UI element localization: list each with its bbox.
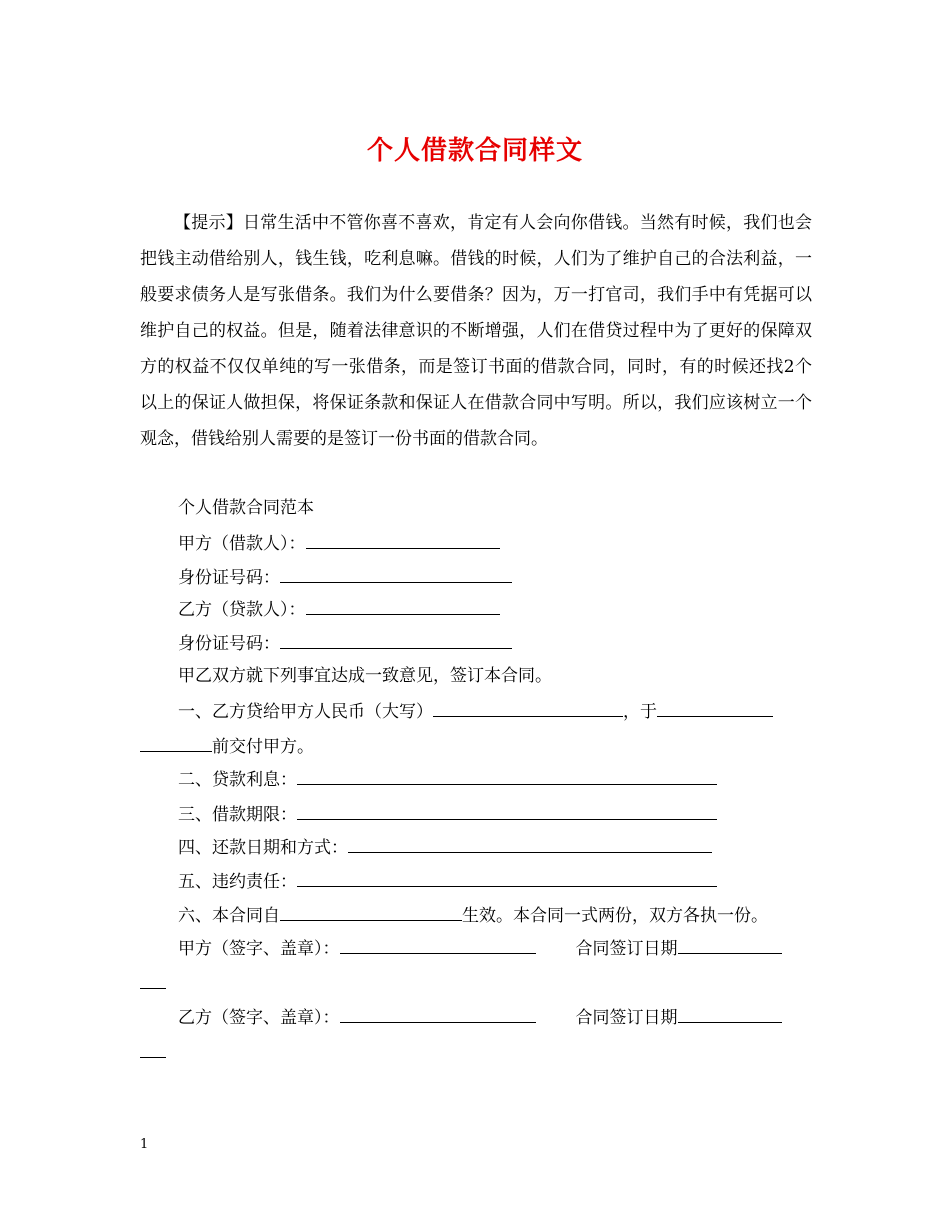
clause-6-label: 六、本合同自 bbox=[178, 906, 280, 926]
party-b-label: 乙方（贷款人）： bbox=[178, 600, 306, 620]
page-number: 1 bbox=[140, 1137, 149, 1152]
document-title: 个人借款合同样文 bbox=[366, 136, 583, 166]
clause-4-blank bbox=[348, 836, 712, 853]
clause-5-label: 五、违约责任： bbox=[178, 872, 297, 892]
clause-2-label: 二、贷款利息： bbox=[178, 770, 297, 790]
sign-a-date-label: 合同签订日期 bbox=[575, 939, 678, 959]
id-b-blank bbox=[280, 632, 512, 649]
clause-2-line bbox=[178, 768, 717, 792]
id-b-label: 身份证号码： bbox=[178, 634, 280, 654]
clause-5-line bbox=[178, 870, 717, 894]
clause-1-line bbox=[178, 700, 773, 724]
clause-3-line bbox=[178, 803, 717, 827]
sign-b-cont-line bbox=[140, 1041, 166, 1065]
id-a-blank bbox=[280, 566, 512, 583]
clause-1-tail: 前交付甲方。 bbox=[212, 737, 314, 757]
clause-3-label: 三、借款期限： bbox=[178, 805, 297, 825]
party-b-line bbox=[178, 598, 500, 622]
template-title: 个人借款合同范本 bbox=[178, 498, 314, 518]
intro-paragraph: 【提示】日常生活中不管你喜不喜欢，肯定有人会向你借钱。当然有时候，我们也会把钱主动借给别人，钱生钱，吃利息嘛。借钱的时候，人们为了维护自己的合法利益，一般要求债务人是写张借条。我们为什么要借条？因为，万一打官司，我们手中有凭据可以维护自己的权益。但是，随着法律意识的不断增强，人们在借贷过程中为了更好的保障双方的权益不仅仅单纯的写一张借条，而是签订书面的借款合同，同时，有的时候还找2个以上的保证人做担保，将保证条款和保证人在借款合同中写明。所以，我们应该树立一个观念，借钱给别人需要的是签订一份书面的借款合同。 bbox=[140, 213, 812, 449]
clause-1-date-blank-cont bbox=[140, 735, 212, 752]
sign-b-date-blank-cont bbox=[140, 1041, 166, 1058]
sign-b-date-blank bbox=[678, 1006, 782, 1023]
party-b-blank bbox=[306, 598, 500, 615]
sign-b-date-label: 合同签订日期 bbox=[575, 1008, 678, 1028]
sign-a-line bbox=[178, 937, 782, 961]
clause-2-blank bbox=[297, 768, 717, 785]
id-b-line bbox=[178, 632, 512, 656]
sign-a-date-blank-cont bbox=[140, 972, 166, 989]
id-a-line bbox=[178, 566, 512, 590]
sign-a-label: 甲方（签字、盖章）： bbox=[178, 939, 340, 959]
agreement-line: 甲乙双方就下列事宜达成一致意见，签订本合同。 bbox=[178, 666, 552, 686]
clause-3-blank bbox=[297, 803, 717, 820]
sign-b-line bbox=[178, 1006, 782, 1030]
clause-5-blank bbox=[297, 870, 717, 887]
sign-b-blank bbox=[340, 1006, 536, 1023]
sign-b-label: 乙方（签字、盖章）： bbox=[178, 1008, 340, 1028]
clause-1-cont-line bbox=[140, 735, 314, 759]
clause-4-line bbox=[178, 836, 712, 860]
party-a-line bbox=[178, 532, 500, 556]
clause-6-blank bbox=[280, 904, 462, 921]
sign-a-cont-line bbox=[140, 972, 166, 996]
sign-a-blank bbox=[340, 937, 536, 954]
party-a-label: 甲方（借款人）： bbox=[178, 534, 306, 554]
clause-1-date-label: ，于 bbox=[623, 702, 657, 722]
id-a-label: 身份证号码： bbox=[178, 568, 280, 588]
clause-1-amount-blank bbox=[433, 700, 623, 717]
clause-1-label: 一、乙方贷给甲方人民币（大写） bbox=[178, 702, 433, 722]
party-a-blank bbox=[306, 532, 500, 549]
clause-1-date-blank bbox=[657, 700, 773, 717]
clause-6-line bbox=[178, 904, 768, 928]
clause-6-tail: 生效。本合同一式两份，双方各执一份。 bbox=[462, 906, 768, 926]
clause-4-label: 四、还款日期和方式： bbox=[178, 838, 348, 858]
sign-a-date-blank bbox=[678, 937, 782, 954]
